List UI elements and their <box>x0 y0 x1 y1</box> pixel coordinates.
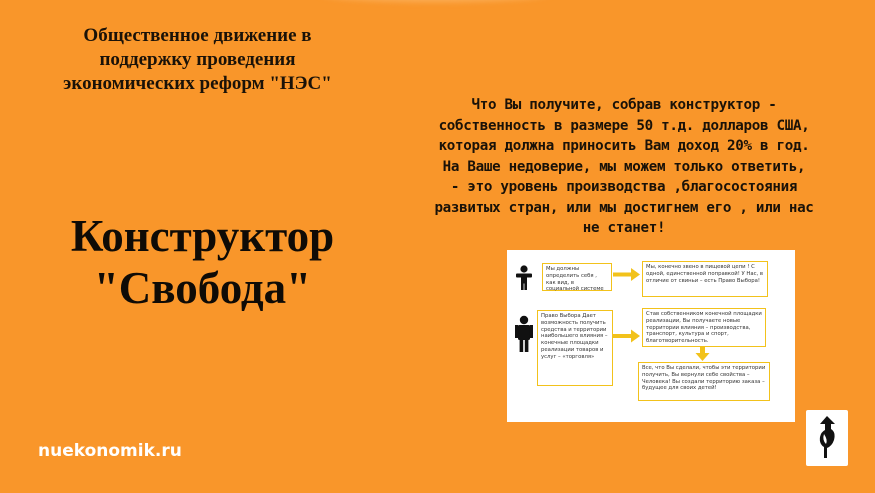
arrow-right-2 <box>613 330 640 343</box>
offer-line: не станет! <box>582 220 666 236</box>
diagram-box-text: Все, что Вы сделали, чтобы эти территории получить, Вы вернули себе свойства – Человека! Вы создали территорию заказа – будущее для своих детей! <box>642 365 766 392</box>
main-title <box>15 210 390 314</box>
diagram-box-result <box>638 362 770 401</box>
diagram-box-text: Мы, конечно звено в пищевой цепи ! С одной, единственной поправкой! У Нас, в отличие от свиньи – есть Право Выбора! <box>646 264 764 284</box>
person-icon <box>515 316 533 352</box>
main-title-line: "Свобода" <box>93 263 312 313</box>
diagram-box-choice-right <box>642 261 768 297</box>
organization-title <box>20 24 375 96</box>
offer-line: На Ваше недоверие, мы можем только ответить, <box>442 158 806 175</box>
offer-description <box>404 95 844 239</box>
offer-line: которая должна приносить Вам доход 20% в год. <box>438 138 810 154</box>
diagram-box-text: Право Выбора Дает возможность получить средства и территории наибольшего влияния – конечные площадки реализации товаров и услуг – «торговля» <box>541 313 608 360</box>
arrow-down <box>696 347 710 361</box>
diagram-box-define-self <box>542 263 612 291</box>
org-title-line: Общественное движение в <box>83 25 312 46</box>
diagram-box-ownership <box>642 308 766 347</box>
logo <box>806 410 848 466</box>
offer-line: развитых стран, или мы достигнем его , или нас <box>434 199 814 216</box>
offer-line: собственность в размере 50 т.д. долларов США, <box>438 117 810 134</box>
offer-line: Что Вы получите, собрав конструктор - <box>471 97 777 113</box>
person-icon <box>516 265 532 290</box>
arrow-right-1 <box>613 268 640 281</box>
main-title-line: Конструктор <box>70 211 335 261</box>
concept-diagram <box>507 250 795 422</box>
org-title-line: экономических реформ "НЭС" <box>63 73 332 94</box>
arrow-logo-icon <box>806 410 848 466</box>
site-url-link[interactable]: nuekonomik.ru <box>38 441 182 461</box>
diagram-box-text: Став собственником конечной площадки реализации, Вы получаете новые территории влияния – производства, транспорт, культура и спорт, благотворительность. <box>646 311 762 345</box>
top-glow-decoration <box>320 0 550 2</box>
diagram-box-right-of-choice <box>537 310 613 386</box>
diagram-box-text: Мы должны определить себя , как вид, в социальной системе <box>546 266 604 293</box>
offer-line: - это уровень производства ,благосостояния <box>450 179 798 195</box>
org-title-line: поддержку проведения <box>99 49 296 70</box>
